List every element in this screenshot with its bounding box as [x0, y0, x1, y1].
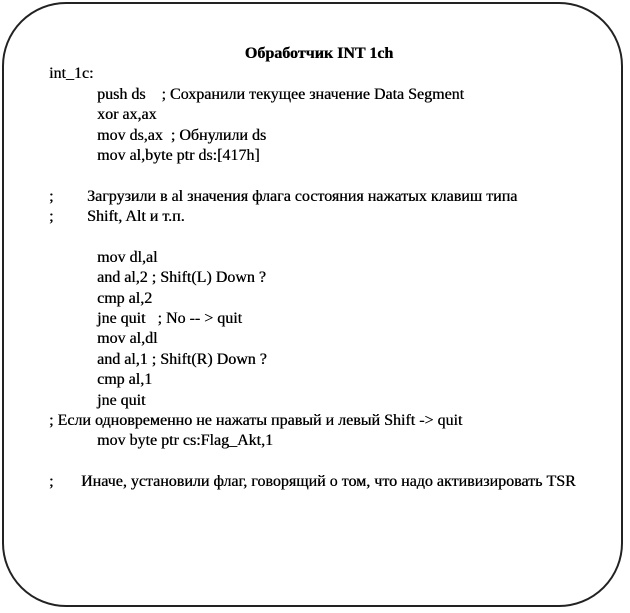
code-line: push ds ; Сохранили текущее значение Data Segment — [97, 85, 465, 103]
comment-prefix: ; — [49, 208, 54, 226]
comment-activate-tsr — [49, 472, 589, 492]
comment-text: Shift, Alt и т.п. — [87, 208, 185, 226]
blank-line — [49, 228, 589, 248]
document-card — [2, 2, 623, 607]
blank-line — [49, 452, 589, 472]
code-line: cmp al,2 — [97, 289, 153, 307]
comment-shift-check: ; Если одновременно не нажаты правый и левый Shift -> quit — [49, 412, 463, 430]
code-line: and al,2 ; Shift(L) Down ? — [97, 269, 266, 287]
label-int-1c: int_1c: — [49, 65, 94, 83]
code-line: xor ax,ax — [97, 106, 157, 124]
code-line: jne quit ; No -- > quit — [97, 310, 243, 328]
blank-line — [49, 166, 589, 186]
code-line: and al,1 ; Shift(R) Down ? — [97, 350, 267, 368]
code-line: mov al,dl — [97, 330, 158, 348]
code-line: mov al,byte ptr ds:[417h] — [97, 146, 260, 164]
comment-prefix: ; — [49, 187, 54, 205]
comment-prefix: ; — [49, 473, 54, 491]
code-line: mov byte ptr cs:Flag_Akt,1 — [97, 432, 273, 450]
comment-shift-alt — [49, 207, 589, 227]
code-line: jne quit — [97, 391, 146, 409]
comment-text: Иначе, установили флаг, говорящий о том, что надо активизировать TSR — [81, 473, 576, 491]
code-line: mov ds,ax ; Обнулили ds — [97, 126, 267, 144]
code-line: cmp al,1 — [97, 371, 153, 389]
code-line: mov dl,al — [97, 248, 158, 266]
code-listing — [49, 44, 589, 493]
comment-text: Загрузили в al значения флага состояния нажатых клавиш типа — [87, 187, 518, 205]
listing-title: Обработчик INT 1ch — [244, 45, 394, 62]
comment-load-flags — [49, 187, 589, 207]
